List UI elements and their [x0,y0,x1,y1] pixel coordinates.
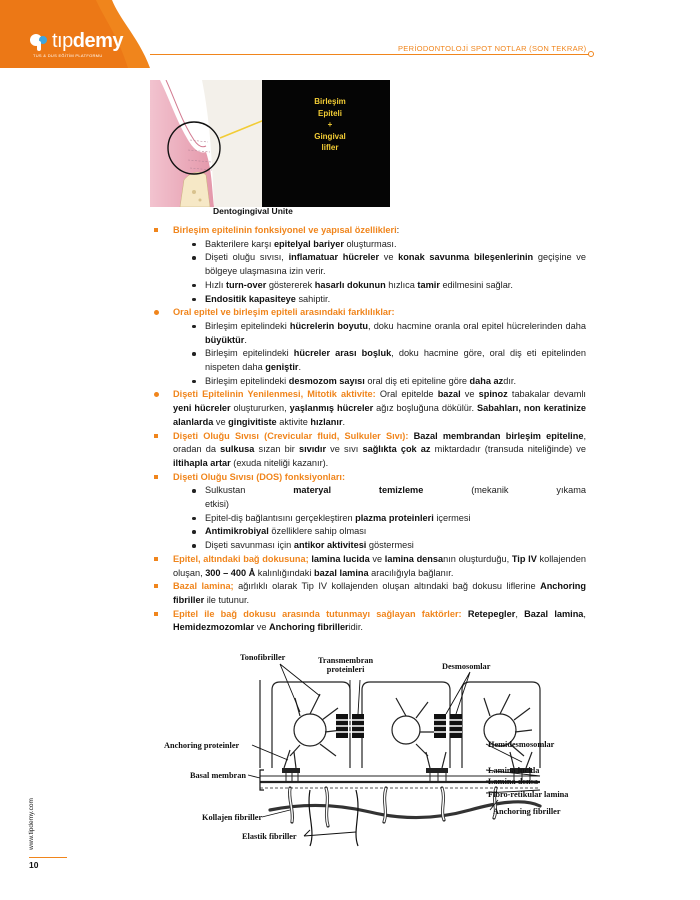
section-bazal-lamina-baglanti: Epitel, altındaki bağ dokusuna; lamina lucida ve lamina densanın oluşturduğu, Tip IV kollajenden oluşan, 300 – 400 Å kalınlığındaki bazal lamina aracılığıyla bağlanır. [152,553,586,580]
label-basal-membran: Basal membran [190,771,247,780]
logo-tagline: TUS & DUS EĞİTİM PLATFORMU [33,53,103,58]
label-fibro-retikular-lamina: Fibro-retikular lamina [488,790,569,799]
list-item: Birleşim epitelindeki desmozom sayısı oral diş eti epiteline göre daha azdır. [152,375,586,389]
list-item: Antimikrobiyal özelliklere sahip olması [152,525,586,539]
figure-caption: Dentogingival Unite [213,206,293,216]
header-divider [150,54,590,55]
list-item: Epitel-diş bağlantısını gerçekleştiren plazma proteinleri içermesi [152,512,586,526]
label-transmembran-proteinleri: Transmembran proteinleri [318,656,374,674]
label-anchoring-fibriller: Anchoring fibriller [493,807,561,816]
list-item: Dişeti savunması için antikor aktivitesi göstermesi [152,539,586,553]
section-birlesim-epiteli: Birleşim epitelinin fonksiyonel ve yapısal özellikleri: [152,224,586,238]
label-lamina-lucida: Lamina lucida [488,766,540,775]
list-item: Hızlı turn-over göstererek hasarlı dokunun hızlıca tamir edilmesini sağlar. [152,279,586,293]
logo-mark-icon [28,32,52,52]
page-number: 10 [29,860,39,870]
list-item: Birleşim epitelindeki hücrelerin boyutu, doku hacmine oranla oral epitel hücrelerinden daha büyüktür. [152,320,586,347]
footer-website-url[interactable]: www.tipdemy.com [28,798,35,850]
label-hemidesmosomlar: Hemidesmosomlar [488,740,555,749]
footer-divider [29,857,67,858]
section-mitotik-aktivite: Dişeti Epitelinin Yenilenmesi, Mitotik aktivite: Oral epitelde bazal ve spinoz tabakalar devamlı yeni hücreler oluştururken, yaşlanmış hücreler ağız boşluğuna dökülür. Sabahları, non keratinize alanlarda ve gingivitiste aktivite hızlanır. [152,388,586,429]
label-elastik-fibriller: Elastik fibriller [242,832,297,841]
label-tonofibriller: Tonofibriller [240,653,286,662]
logo-wordmark: tıpdemy [52,30,123,52]
section-disetI-olugu-sivisi: Dişeti Oluğu Sıvısı (Crevicular fluid, Sulkuler Sıvı): Bazal membrandan birleşim epiteline, oradan da sulkusa sızan bir sıvıdır ve sıvı sağlıkta çok az miktardadır (transuda niteliğinde) ve iltihapla artar (exuda niteliği kazanır). [152,430,586,471]
list-item: Bakterilere karşı epitelyal bariyer oluşturması. [152,238,586,252]
list-item: Endositik kapasiteye sahiptir. [152,293,586,307]
section-oral-epitel-farklar: Oral epitel ve birleşim epiteli arasındaki farklılıklar: [152,306,586,320]
list-item: Sulkustan materyal temizleme (mekanik yıkama [152,484,586,498]
label-anchoring-proteinler: Anchoring proteinler [164,741,240,750]
section-bazal-lamina: Bazal lamina; ağırlıklı olarak Tip IV kollajenden oluşan altındaki bağ dokusu liflerine Anchoring fibriller ile tutunur. [152,580,586,607]
label-kollajen-fibriller: Kollajen fibriller [202,813,263,822]
brand-logo[interactable] [28,30,123,53]
header-dot-ornament [588,51,594,57]
list-item-continuation: etkisi) [205,499,229,510]
section-tutunma-faktorleri: Epitel ile bağ dokusu arasında tutunmayı sağlayan faktörler: Retepegler, Bazal lamina, Hemidezmozomlar ve Anchoring fibrilleridir. [152,608,586,635]
epithelial-junction-diagram [160,650,590,850]
list-item: Dişeti oluğu sıvısı, inflamatuar hücreler ve konak savunma bileşenlerinin geçişine ve bölgeye ulaşmasına izin verir. [152,251,586,278]
list-item: Birleşim epitelindeki hücreler arası boşluk, doku hacmine göre, oral diş eti epitelinden nispeten daha geniştir. [152,347,586,374]
page-header-title: PERİODONTOLOJİ SPOT NOTLAR (SON TEKRAR) [398,44,587,53]
label-desmosomlar: Desmosomlar [442,662,491,671]
notes-content [152,224,586,635]
section-dos-fonksiyonlari: Dişeti Oluğu Sıvısı (DOS) fonksiyonları: [152,471,586,485]
figure-highlight-label: Birleşim Epiteli + Gingival lifler [314,97,346,152]
label-lamina-densa: Lamina densa [488,777,539,786]
